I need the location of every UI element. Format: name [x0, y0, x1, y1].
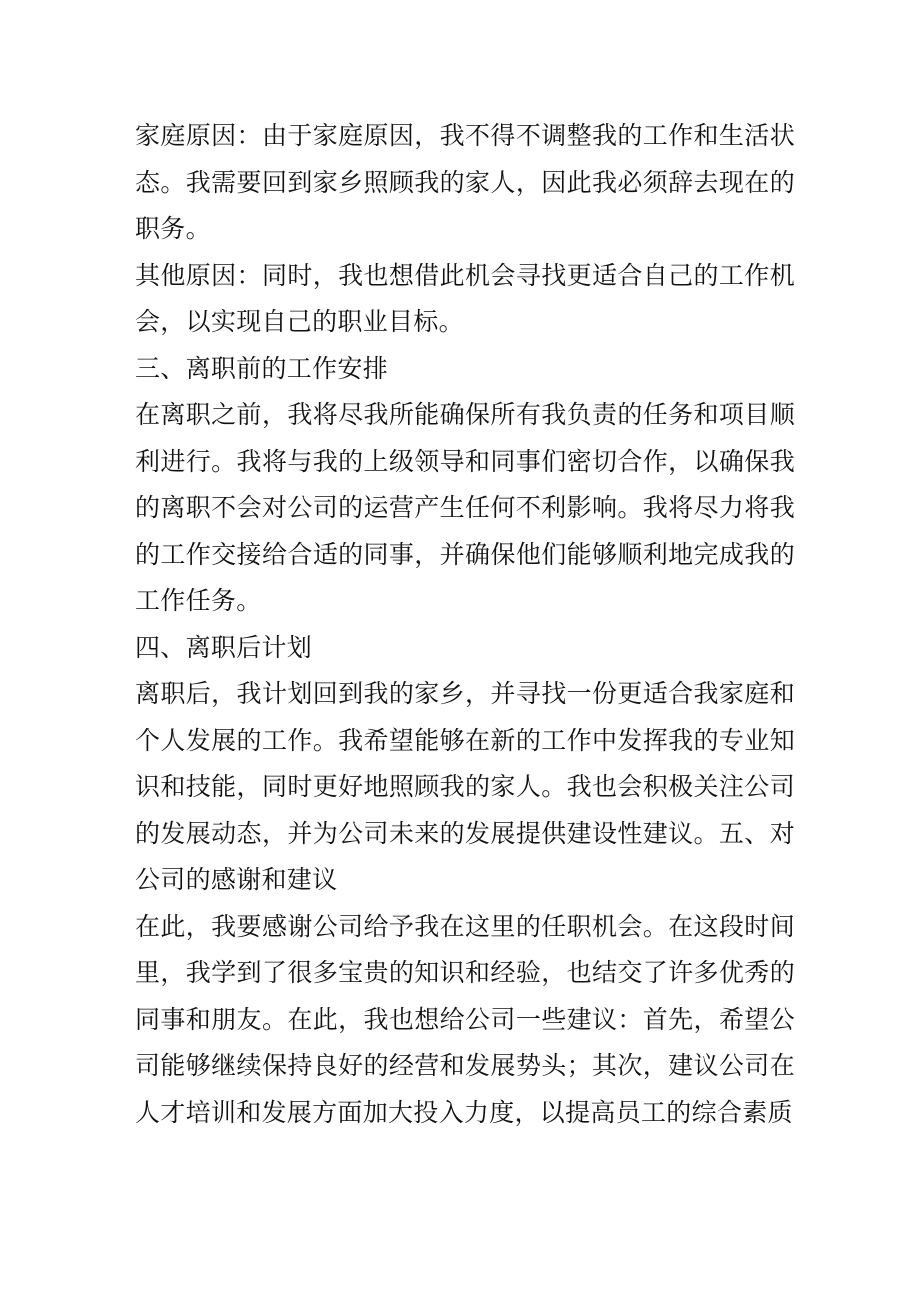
paragraph-pre-departure-arrangement: 在离职之前，我将尽我所能确保所有我负责的任务和项目顺利进行。我将与我的上级领导和同事们密切合作，以确保我的离职不会对公司的运营产生任何不利影响。我将尽力将我的工作交接给合适的同事，并确保他们能够顺利地完成我的工作任务。 [135, 400, 795, 615]
paragraph-thanks-and-suggestions: 在此，我要感谢公司给予我在这里的任职机会。在这段时间里，我学到了很多宝贵的知识和经验，也结交了许多优秀的同事和朋友。在此，我也想给公司一些建议：首先，希望公司能够继续保持良好的经营和发展势头；其次，建议公司在人才培训和发展方面加大投入力度，以提高员工的综合素质 [135, 911, 795, 1127]
section-heading-post-departure: 四、离职后计划 [135, 632, 313, 662]
paragraph-other-reason: 其他原因：同时，我也想借此机会寻找更适合自己的工作机会，以实现自己的职业目标。 [135, 260, 795, 336]
section-heading-pre-departure: 三、离职前的工作安排 [135, 353, 389, 383]
paragraph-family-reason: 家庭原因：由于家庭原因，我不得不调整我的工作和生活状态。我需要回到家乡照顾我的家人，因此我必须辞去现在的职务。 [135, 121, 795, 243]
paragraph-post-departure-plan: 离职后，我计划回到我的家乡，并寻找一份更适合我家庭和个人发展的工作。我希望能够在新的工作中发挥我的专业知识和技能，同时更好地照顾我的家人。我也会积极关注公司的发展动态，并为公司未来的发展提供建设性建议。五、对公司的感谢和建议 [135, 679, 795, 894]
document-body [135, 113, 795, 1136]
